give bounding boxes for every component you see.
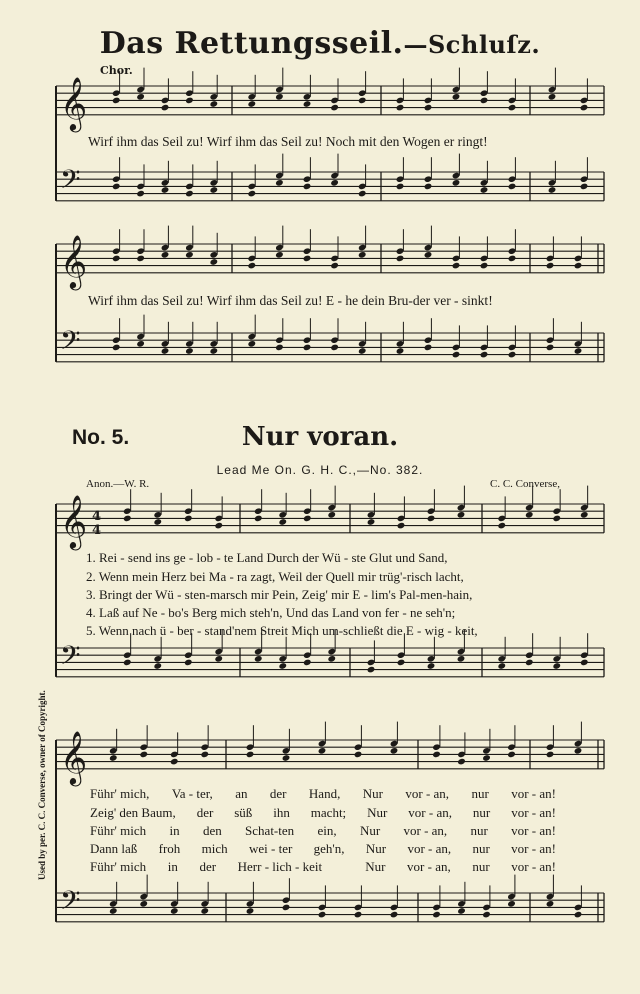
note-head	[552, 515, 561, 523]
refrain-word: vor - an,	[405, 786, 450, 801]
note-head	[480, 186, 489, 194]
note-head	[546, 262, 555, 270]
refrain-word: Va - ter,	[171, 786, 213, 801]
note-head	[580, 104, 589, 112]
note-head	[390, 747, 399, 755]
refrain-word: macht;	[310, 805, 347, 820]
note-head	[452, 179, 461, 187]
refrain-word: süß	[234, 805, 253, 820]
note-head	[185, 97, 194, 105]
note-head	[457, 907, 466, 915]
note-head	[497, 522, 506, 530]
refrain-word: Nur	[362, 786, 383, 801]
refrain-word: vor - an!	[511, 786, 556, 801]
note-head	[525, 511, 534, 519]
clef-treble: 𝄞	[60, 233, 88, 288]
refrain-word: mich	[201, 841, 228, 856]
note-head	[318, 747, 327, 755]
refrain-word: vor - an!	[511, 841, 556, 856]
refrain-word: ein,	[317, 823, 337, 838]
note-head	[209, 100, 218, 108]
note-head	[327, 655, 336, 663]
note-head	[330, 262, 339, 270]
note-head	[247, 190, 256, 198]
author-credit: Anon.—W. R.	[86, 478, 150, 490]
note-head	[278, 518, 287, 526]
clef-bass: 𝄢	[60, 639, 81, 678]
note-head	[396, 183, 405, 191]
refrain-word: vor - an,	[403, 823, 448, 838]
refrain-word: der	[196, 805, 214, 820]
note-head	[185, 190, 194, 198]
song-number: No. 5.	[72, 426, 130, 449]
refrain-word: nur	[472, 805, 491, 820]
time-signature: 4	[92, 523, 102, 538]
note-head	[354, 911, 363, 919]
note-head	[397, 522, 406, 530]
note-head	[303, 659, 312, 667]
note-head	[424, 251, 433, 259]
note-head	[546, 900, 555, 908]
note-head	[109, 907, 118, 915]
refrain-word: nur	[472, 859, 490, 874]
note-head	[574, 347, 583, 355]
note-head	[390, 911, 399, 919]
title-suffix: —Schluſz.	[403, 30, 541, 59]
note-head	[209, 258, 218, 266]
note-head	[254, 655, 263, 663]
note-head	[508, 351, 517, 359]
note-head	[424, 104, 433, 112]
note-head	[546, 344, 555, 352]
note-head	[367, 518, 376, 526]
clef-bass: 𝄢	[60, 884, 81, 923]
note-head	[275, 344, 284, 352]
note-head	[246, 751, 255, 759]
refrain-word: Schat-ten	[245, 823, 295, 838]
note-head	[318, 911, 327, 919]
note-head	[170, 758, 179, 766]
note-head	[136, 93, 145, 101]
note-head	[109, 754, 118, 762]
note-head	[396, 347, 405, 355]
section-label-chor: Chor.	[100, 64, 133, 77]
note-head	[580, 659, 589, 667]
note-head	[254, 515, 263, 523]
note-head	[112, 344, 121, 352]
note-head	[574, 747, 583, 755]
note-head	[424, 183, 433, 191]
note-head	[330, 344, 339, 352]
clef-bass: 𝄢	[60, 324, 81, 363]
note-head	[200, 907, 209, 915]
refrain-word: vor - an!	[511, 859, 556, 874]
note-head	[358, 251, 367, 259]
note-head	[574, 911, 583, 919]
note-head	[427, 662, 436, 670]
note-head	[424, 344, 433, 352]
note-head	[482, 911, 491, 919]
note-head	[507, 751, 516, 759]
note-head	[358, 347, 367, 355]
clef-treble: 𝄞	[60, 75, 88, 130]
note-head	[327, 511, 336, 519]
refrain-word: Nur	[365, 859, 386, 874]
refrain-word: Führ' mich	[90, 859, 147, 874]
note-head	[275, 251, 284, 259]
refrain-word: Nur	[367, 805, 388, 820]
refrain-word: vor - an,	[407, 841, 452, 856]
note-head	[330, 104, 339, 112]
note-head	[508, 104, 517, 112]
note-head	[275, 93, 284, 101]
refrain-word: nur	[472, 841, 490, 856]
note-head	[457, 655, 466, 663]
note-head	[546, 751, 555, 759]
note-head	[136, 190, 145, 198]
note-head	[247, 262, 256, 270]
note-head	[278, 662, 287, 670]
note-head	[184, 659, 193, 667]
note-head	[123, 659, 132, 667]
refrain-word: vor - an,	[408, 805, 452, 820]
title-text: Das Rettungsseil.	[99, 26, 404, 61]
time-signature: 4	[92, 509, 102, 524]
note-head	[200, 751, 209, 759]
verse-line-5: 5. Wenn nach ü - ber - stand'nem Streit Mich um-schließt die E - wig - keit,	[86, 623, 478, 638]
composer-credit: C. C. Converse,	[490, 478, 560, 490]
refrain-word: geh'n,	[313, 841, 345, 856]
note-head	[525, 659, 534, 667]
note-head	[209, 347, 218, 355]
note-head	[185, 251, 194, 259]
refrain-word: an	[235, 786, 248, 801]
note-head	[161, 186, 170, 194]
note-head	[330, 179, 339, 187]
note-head	[480, 262, 489, 270]
refrain-word: ihn	[273, 805, 290, 820]
refrain-word: vor - an,	[407, 859, 451, 874]
note-head	[161, 347, 170, 355]
note-head	[136, 255, 145, 263]
note-head	[452, 93, 461, 101]
note-head	[123, 515, 132, 523]
refrain-word: der	[199, 859, 217, 874]
note-head	[480, 97, 489, 105]
note-head	[354, 751, 363, 759]
note-head	[161, 104, 170, 112]
verse-line-3: 3. Bringt der Wü - sten-marsch mir Pein, Zeig' mir E - lim's Pal-men-hain,	[86, 587, 473, 602]
note-head	[548, 186, 557, 194]
note-head	[482, 754, 491, 762]
note-head	[427, 515, 436, 523]
note-head	[497, 662, 506, 670]
refrain-word: vor - an!	[511, 805, 556, 820]
note-head	[112, 255, 121, 263]
note-head	[396, 104, 405, 112]
note-head	[480, 351, 489, 359]
note-head	[303, 344, 312, 352]
refrain-word: nur	[471, 786, 489, 801]
note-head	[358, 190, 367, 198]
note-head	[214, 655, 223, 663]
note-head	[452, 262, 461, 270]
note-head	[246, 907, 255, 915]
note-head	[552, 662, 561, 670]
note-head	[303, 100, 312, 108]
note-head	[247, 340, 256, 348]
note-head	[170, 907, 179, 915]
note-head	[112, 183, 121, 191]
refrain-word: den	[202, 823, 222, 838]
refrain-word: Nur	[359, 823, 381, 838]
note-head	[209, 186, 218, 194]
refrain-word: Zeig' den Baum,	[90, 805, 176, 820]
refrain-word: vor - an!	[511, 823, 556, 838]
note-head	[214, 522, 223, 530]
note-head	[432, 751, 441, 759]
note-head	[303, 183, 312, 191]
verse-line-2: 2. Wenn mein Herz bei Ma - ra zagt, Weil der Quell mir trüg'-risch lacht,	[86, 569, 464, 584]
copyright-notice: Used by per. C. C. Converse, owner of Copyright.	[37, 690, 47, 880]
note-head	[136, 340, 145, 348]
refrain-word: Dann laß	[90, 841, 138, 856]
note-head	[574, 262, 583, 270]
chorus-lyrics-line2: Wirf ihm das Seil zu! Wirf ihm das Seil zu! E - he dein Bru-der ver - sinkt!	[88, 293, 493, 308]
note-head	[303, 255, 312, 263]
note-head	[457, 511, 466, 519]
refrain-word: nur	[470, 823, 488, 838]
note-head	[282, 904, 291, 912]
note-head	[282, 754, 291, 762]
note-head	[507, 900, 516, 908]
note-head	[508, 255, 517, 263]
note-head	[112, 97, 121, 105]
refrain-word: Führ' mich	[90, 823, 147, 838]
note-head	[153, 518, 162, 526]
refrain-word: Hand,	[308, 786, 341, 801]
clef-treble: 𝄞	[60, 493, 88, 548]
refrain-word: Führ' mich,	[90, 786, 150, 801]
note-head	[457, 758, 466, 766]
note-head	[303, 515, 312, 523]
verse-line-1: 1. Rei - send ins ge - lob - te Land Durch der Wü - ste Glut und Sand,	[86, 550, 448, 565]
note-head	[153, 662, 162, 670]
note-head	[397, 659, 406, 667]
note-head	[139, 900, 148, 908]
clef-treble: 𝄞	[60, 729, 88, 784]
note-head	[185, 347, 194, 355]
note-head	[548, 93, 557, 101]
note-head	[452, 351, 461, 359]
verse-line-4: 4. Laß auf Ne - bo's Berg mich steh'n, Und das Land von fer - ne seh'n;	[86, 605, 456, 620]
chorus-lyrics-line1: Wirf ihm das Seil zu! Wirf ihm das Seil zu! Noch mit den Wogen er ringt!	[88, 134, 488, 149]
note-head	[358, 97, 367, 105]
note-head	[432, 911, 441, 919]
note-head	[275, 179, 284, 187]
refrain-word: in	[169, 823, 180, 838]
refrain-word: froh	[158, 841, 181, 856]
refrain-word: in	[167, 859, 178, 874]
note-head	[580, 511, 589, 519]
note-head	[367, 666, 376, 674]
note-head	[161, 251, 170, 259]
note-head	[508, 183, 517, 191]
note-head	[247, 100, 256, 108]
refrain-word: wei - ter	[249, 841, 293, 856]
tune-reference: Lead Me On. G. H. C.,—No. 382.	[216, 463, 424, 477]
note-head	[396, 255, 405, 263]
note-head	[139, 751, 148, 759]
refrain-word: Herr - lich - keit	[237, 859, 323, 874]
note-head	[184, 515, 193, 523]
refrain-word: der	[269, 786, 287, 801]
song-title-nur-voran: Nur voran.	[241, 422, 399, 452]
note-head	[580, 183, 589, 191]
clef-bass: 𝄢	[60, 163, 81, 202]
refrain-word: Nur	[365, 841, 387, 856]
